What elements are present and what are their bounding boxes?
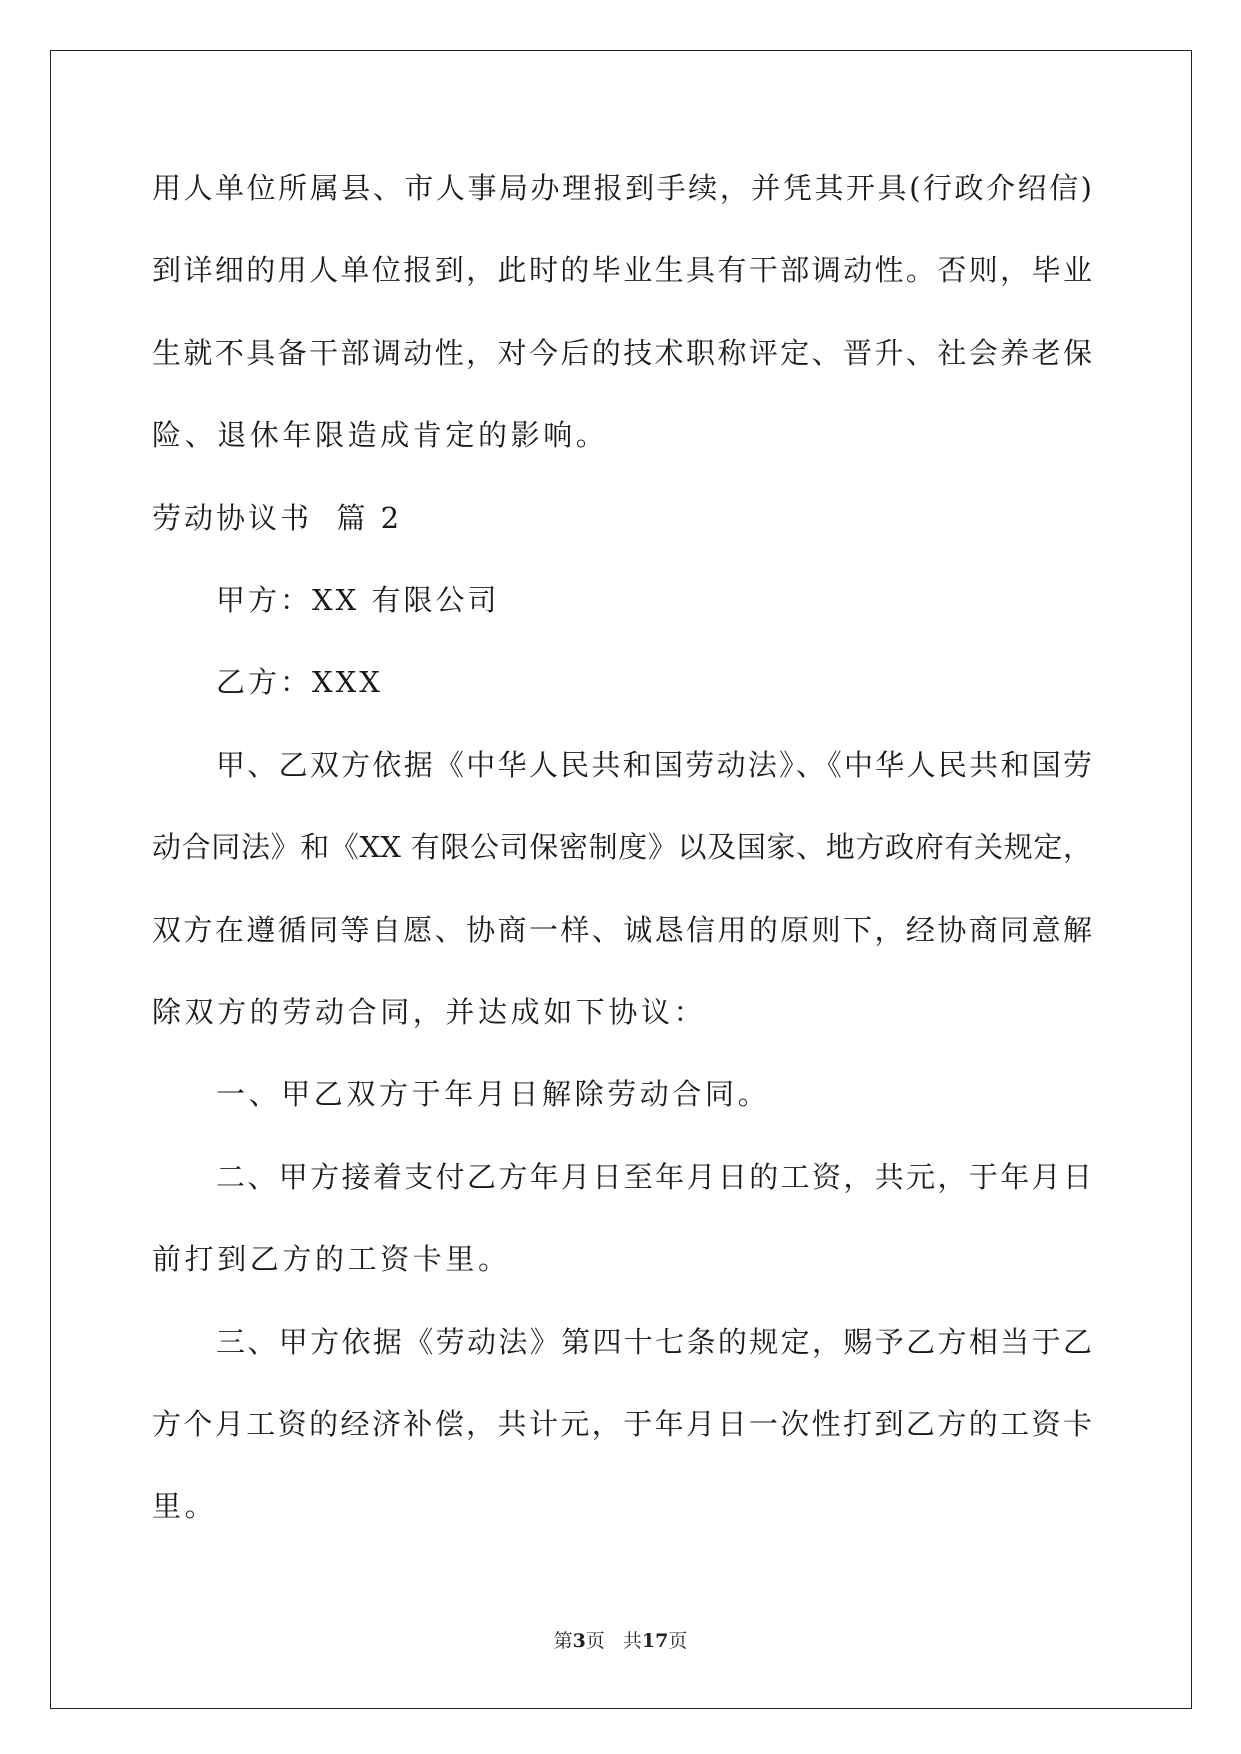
party-b: 乙方：XXX [216,665,383,699]
section-heading: 劳动协议书 篇 2 [152,501,403,535]
body-line-4: 险、退休年限造成肯定的影响。 [152,418,609,452]
body-line-1: 用人单位所属县、市人事局办理报到手续，并凭其开具(行政介绍信) [152,171,1092,205]
clause-2-line-1: 二、甲方接着支付乙方年月日至年月日的工资，共元，于年月日 [216,1160,1092,1194]
clause-2-line-2: 前打到乙方的工资卡里。 [152,1242,511,1276]
page-border [50,50,1192,1709]
body-line-9: 动合同法》和《XX 有限公司保密制度》以及国家、地方政府有关规定， [152,830,1092,864]
clause-3-line-2: 方个月工资的经济补偿，共计元，于年月日一次性打到乙方的工资卡 [152,1407,1092,1441]
body-line-2: 到详细的用人单位报到，此时的毕业生具有干部调动性。否则，毕业 [152,253,1092,287]
total-prefix: 共 [622,1630,642,1652]
total-suffix: 页 [668,1630,688,1652]
clause-1: 一、甲乙双方于年月日解除劳动合同。 [216,1077,771,1111]
body-line-3: 生就不具备干部调动性，对今后的技术职称评定、晋升、社会养老保 [152,336,1092,370]
body-line-10: 双方在遵循同等自愿、协商一样、诚恳信用的原则下，经协商同意解 [152,913,1092,947]
clause-3-line-3: 里。 [152,1489,218,1523]
body-line-11: 除双方的劳动合同，并达成如下协议： [152,995,707,1029]
total-pages: 17 [641,1630,669,1652]
page-footer [0,1629,1241,1653]
clause-3-line-1: 三、甲方依据《劳动法》第四十七条的规定，赐予乙方相当于乙 [216,1325,1092,1359]
page-prefix: 第 [553,1630,573,1652]
body-line-8: 甲、乙双方依据《中华人民共和国劳动法》、《中华人民共和国劳 [216,748,1092,782]
party-a: 甲方：XX 有限公司 [216,583,500,617]
page-suffix: 页 [585,1630,605,1652]
page-number: 3 [572,1630,586,1652]
